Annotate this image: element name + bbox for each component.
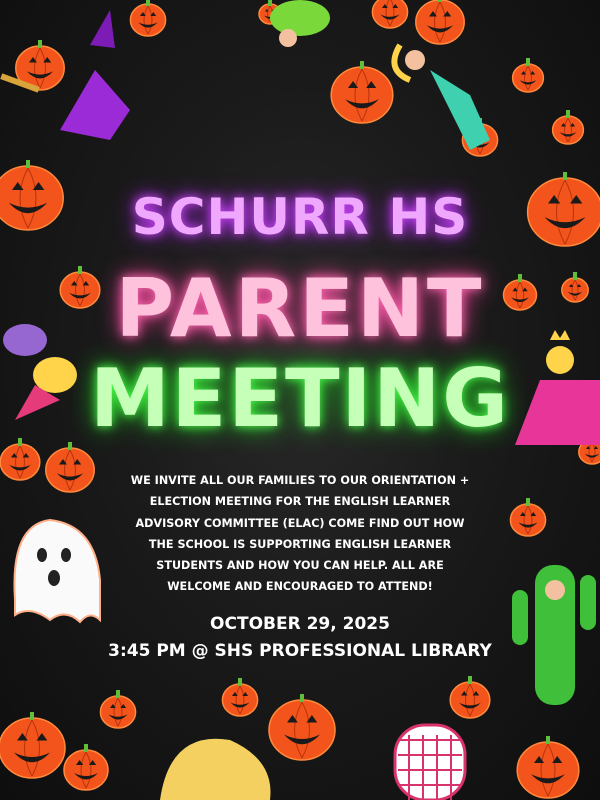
event-date: OCTOBER 29, 2025 (210, 614, 390, 634)
pumpkin-icon (130, 0, 165, 36)
pumpkin-icon (331, 61, 393, 123)
clown-illustration (270, 0, 330, 47)
pumpkin-icon (269, 694, 335, 760)
cactus-illustration (512, 565, 596, 705)
waffle-costume-illustration (395, 725, 465, 800)
pumpkin-icon (450, 676, 490, 718)
pumpkin-icon (0, 712, 65, 778)
banana-costume-illustration (160, 739, 271, 800)
heading-parent: PARENT (115, 262, 485, 355)
dancer-illustration (394, 45, 490, 150)
school-title: SCHURR HS (131, 188, 469, 246)
pumpkin-icon (416, 0, 464, 44)
pumpkin-icon (222, 678, 257, 716)
pumpkin-icon (517, 736, 579, 798)
pumpkin-icon (510, 498, 545, 536)
pumpkin-icon (46, 442, 94, 492)
pumpkin-icon (64, 744, 108, 790)
pumpkin-icon (553, 110, 584, 144)
event-description: WE INVITE ALL OUR FAMILIES TO OUR ORIENTATION + ELECTION MEETING FOR THE ENGLISH LEARNER ADVISORY COMMITTEE (ELAC) COME FIND OUT HOW THE SCHOOL IS SUPPORTING ENGLISH LEARNER STUDENTS AND HOW YOU CAN HELP. ALL ARE WELCOME AND ENCOURAGED TO ATTEND! (130, 474, 470, 594)
pumpkin-icon (100, 690, 135, 728)
ghost-illustration (14, 520, 100, 622)
event-time-location: 3:45 PM @ SHS PROFESSIONAL LIBRARY (108, 641, 492, 661)
pumpkin-icon (372, 0, 407, 28)
heading-meeting: MEETING (90, 352, 510, 445)
pumpkin-icon (513, 58, 544, 92)
